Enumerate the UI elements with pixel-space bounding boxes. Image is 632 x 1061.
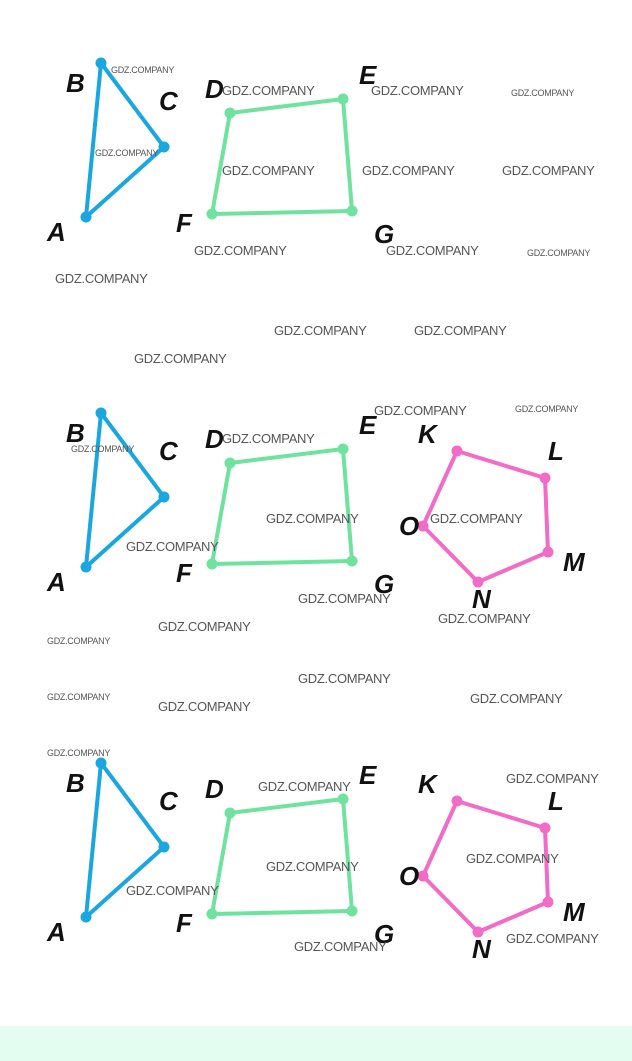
vertex-point-f (207, 209, 218, 220)
vertex-label-a: A (47, 567, 66, 597)
vertex-label-c: C (159, 786, 178, 816)
watermark-text: GDZ.COMPANY (222, 163, 315, 178)
vertex-point-g (347, 556, 358, 567)
vertex-label-n: N (472, 934, 491, 964)
watermark-text: GDZ.COMPANY (95, 148, 159, 158)
vertex-label-c: C (159, 436, 178, 466)
watermark-text: GDZ.COMPANY (47, 748, 111, 758)
vertex-label-m: M (563, 897, 585, 927)
vertex-point-b (96, 58, 107, 69)
vertex-label-o: O (399, 861, 420, 891)
watermark-text: GDZ.COMPANY (506, 771, 599, 786)
vertex-label-b: B (66, 68, 85, 98)
vertex-point-e (338, 94, 349, 105)
triangle-outline (86, 63, 164, 217)
vertex-point-m (543, 547, 554, 558)
vertex-point-b (96, 408, 107, 419)
vertex-label-f: F (176, 908, 192, 938)
vertex-point-d (225, 808, 236, 819)
vertex-label-a: A (47, 217, 66, 247)
watermark-text: GDZ.COMPANY (222, 83, 315, 98)
vertex-point-c (159, 142, 170, 153)
watermark-text: GDZ.COMPANY (298, 671, 391, 686)
vertex-point-a (81, 912, 92, 923)
vertex-label-f: F (176, 558, 192, 588)
watermark-text: GDZ.COMPANY (374, 403, 467, 418)
watermark-text: GDZ.COMPANY (506, 931, 599, 946)
vertex-label-e: E (359, 410, 377, 440)
watermark-text: GDZ.COMPANY (466, 851, 559, 866)
vertex-point-g (347, 206, 358, 217)
vertex-label-n: N (472, 584, 491, 614)
vertex-point-c (159, 842, 170, 853)
vertex-point-l (540, 473, 551, 484)
vertex-label-k: K (418, 769, 437, 799)
watermark-text: GDZ.COMPANY (470, 691, 563, 706)
watermark-text: GDZ.COMPANY (266, 859, 359, 874)
vertex-label-l: L (548, 786, 564, 816)
vertex-point-m (543, 897, 554, 908)
vertex-point-a (81, 212, 92, 223)
watermark-text: GDZ.COMPANY (414, 323, 507, 338)
vertex-label-g: G (374, 569, 395, 599)
triangle-abc (46, 758, 179, 948)
vertex-label-d: D (205, 424, 224, 454)
vertex-label-k: K (418, 419, 437, 449)
watermark-text: GDZ.COMPANY (111, 65, 175, 75)
watermark-text: GDZ.COMPANY (527, 248, 591, 258)
vertex-label-o: O (399, 511, 420, 541)
watermark-text: GDZ.COMPANY (134, 351, 227, 366)
watermark-text: GDZ.COMPANY (71, 444, 135, 454)
vertex-label-g: G (374, 919, 395, 949)
watermark-text: GDZ.COMPANY (126, 539, 219, 554)
vertex-point-d (225, 108, 236, 119)
watermark-text: GDZ.COMPANY (222, 431, 315, 446)
vertex-point-f (207, 559, 218, 570)
vertex-point-b (96, 758, 107, 769)
vertex-label-d: D (205, 774, 224, 804)
vertex-point-c (159, 492, 170, 503)
pentagon-outline (423, 801, 548, 932)
vertex-point-f (207, 909, 218, 920)
watermark-text: GDZ.COMPANY (47, 692, 111, 702)
watermark-text: GDZ.COMPANY (274, 323, 367, 338)
footer-bar (0, 1026, 632, 1061)
vertex-label-c: C (159, 86, 178, 116)
vertex-label-m: M (563, 547, 585, 577)
triangle-abc (46, 408, 179, 598)
watermark-text: GDZ.COMPANY (371, 83, 464, 98)
vertex-point-a (81, 562, 92, 573)
watermark-text: GDZ.COMPANY (438, 611, 531, 626)
watermark-text: GDZ.COMPANY (430, 511, 523, 526)
vertex-label-e: E (359, 760, 377, 790)
vertex-point-e (338, 444, 349, 455)
watermark-text: GDZ.COMPANY (298, 591, 391, 606)
vertex-label-e: E (359, 60, 377, 90)
watermark-text: GDZ.COMPANY (158, 619, 251, 634)
watermark-text: GDZ.COMPANY (515, 404, 579, 414)
vertex-point-g (347, 906, 358, 917)
vertex-label-l: L (548, 436, 564, 466)
watermark-text: GDZ.COMPANY (194, 243, 287, 258)
watermark-text: GDZ.COMPANY (294, 939, 387, 954)
vertex-point-k (452, 446, 463, 457)
watermark-text: GDZ.COMPANY (55, 271, 148, 286)
vertex-label-d: D (205, 74, 224, 104)
vertex-label-b: B (66, 418, 85, 448)
watermark-text: GDZ.COMPANY (362, 163, 455, 178)
watermark-text: GDZ.COMPANY (502, 163, 595, 178)
vertex-label-b: B (66, 768, 85, 798)
vertex-point-e (338, 794, 349, 805)
watermark-text: GDZ.COMPANY (158, 699, 251, 714)
watermark-text: GDZ.COMPANY (258, 779, 351, 794)
vertex-label-f: F (176, 208, 192, 238)
vertex-point-l (540, 823, 551, 834)
watermark-text: GDZ.COMPANY (511, 88, 575, 98)
watermark-text: GDZ.COMPANY (126, 883, 219, 898)
vertex-label-g: G (374, 219, 395, 249)
vertex-point-k (452, 796, 463, 807)
watermark-text: GDZ.COMPANY (386, 243, 479, 258)
watermark-text: GDZ.COMPANY (47, 636, 111, 646)
vertex-label-a: A (47, 917, 66, 947)
vertex-point-d (225, 458, 236, 469)
watermark-text: GDZ.COMPANY (266, 511, 359, 526)
